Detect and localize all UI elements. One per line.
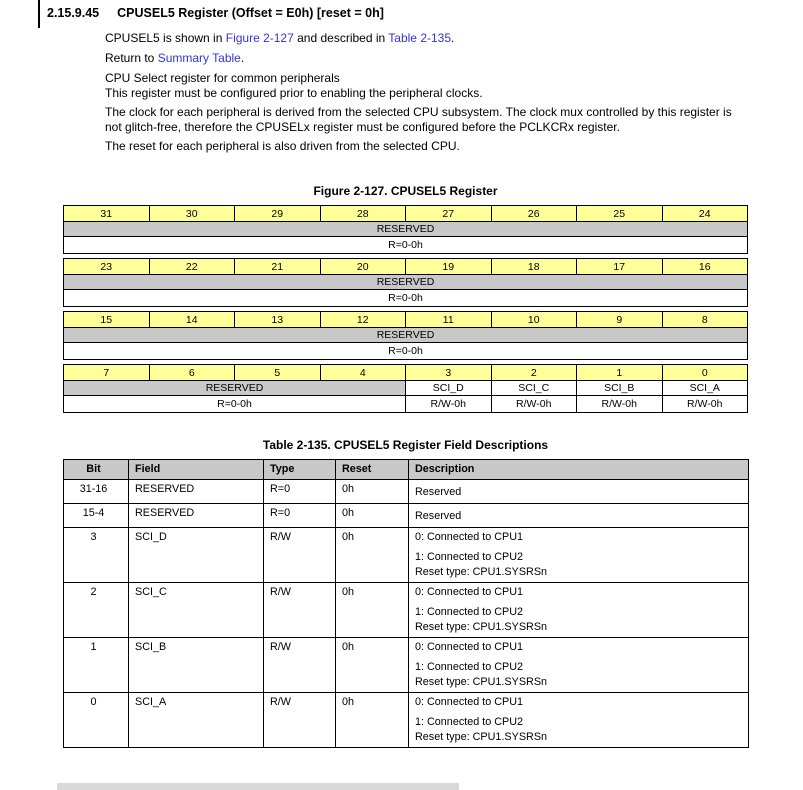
type-cell: R/W	[264, 528, 336, 583]
field-cell: RESERVED	[129, 480, 264, 504]
description-line: 0: Connected to CPU1	[415, 641, 524, 653]
bit-cell: 15-4	[64, 504, 129, 528]
paragraph: This register must be configured prior to enabling the peripheral clocks.	[105, 86, 483, 100]
field-descriptions-section	[63, 438, 748, 748]
bit-number-cell: 29	[235, 206, 321, 222]
description-cell	[409, 583, 749, 638]
description-line: 0: Connected to CPU1	[415, 531, 524, 543]
access-type-cell: R/W-0h	[406, 396, 492, 413]
reset-cell: 0h	[336, 693, 409, 748]
type-cell: R=0	[264, 504, 336, 528]
intro-text-end: .	[451, 31, 455, 45]
return-text-end: .	[240, 51, 245, 65]
reset-cell: 0h	[336, 480, 409, 504]
column-header-bit: Bit	[64, 460, 129, 480]
bit-number-cell: 26	[491, 206, 577, 222]
reset-cell: 0h	[336, 528, 409, 583]
bit-number-cell: 15	[64, 312, 150, 328]
description-line: Reset type: CPU1.SYSRSn	[415, 566, 548, 578]
bit-number-cell: 22	[149, 259, 235, 275]
bit-number-cell: 19	[406, 259, 492, 275]
field-name-row	[64, 381, 748, 396]
table-row	[64, 583, 749, 638]
bit-number-cell: 0	[662, 365, 748, 381]
bit-number-cell: 6	[149, 365, 235, 381]
table-row	[64, 504, 749, 528]
description-cell	[409, 480, 749, 504]
bit-number-cell: 18	[491, 259, 577, 275]
field-name-row	[64, 328, 748, 343]
bit-number-cell: 16	[662, 259, 748, 275]
table-row	[64, 480, 749, 504]
figure-link[interactable]: Figure 2-127	[225, 31, 294, 45]
revision-change-bar	[38, 0, 40, 28]
register-figure-group	[63, 258, 748, 307]
bit-number-row	[64, 206, 748, 222]
table-row	[64, 528, 749, 583]
bit-number-cell: 30	[149, 206, 235, 222]
description-line: Reserved	[415, 486, 462, 498]
description-cell	[409, 638, 749, 693]
field-name-row	[64, 275, 748, 290]
access-type-row	[64, 290, 748, 307]
reset-cell: 0h	[336, 504, 409, 528]
bit-number-cell: 5	[235, 365, 321, 381]
intro-text-mid: and described in	[293, 31, 389, 45]
field-name-cell: SCI_B	[577, 381, 663, 396]
section-number: 2.15.9.45	[47, 6, 100, 20]
bit-cell: 3	[64, 528, 129, 583]
field-name-cell: RESERVED	[64, 222, 748, 237]
type-cell: R/W	[264, 638, 336, 693]
field-cell: SCI_D	[129, 528, 264, 583]
bit-cell: 2	[64, 583, 129, 638]
bit-number-cell: 13	[235, 312, 321, 328]
field-name-cell: RESERVED	[64, 275, 748, 290]
field-name-cell: SCI_A	[662, 381, 748, 396]
bit-number-cell: 8	[662, 312, 748, 328]
field-name-cell: RESERVED	[64, 381, 406, 396]
field-descriptions-table	[63, 459, 749, 748]
bit-number-cell: 21	[235, 259, 321, 275]
type-cell: R=0	[264, 480, 336, 504]
intro-line-return	[105, 51, 735, 66]
description-line: Reset type: CPU1.SYSRSn	[415, 676, 548, 688]
bit-number-cell: 27	[406, 206, 492, 222]
column-header-field: Field	[129, 460, 264, 480]
paragraph: The clock for each peripheral is derived from the selected CPU subsystem. The clock mux controlled by this register is not glitch-free, therefore the CPUSELx register must be configured before the PCLKCRx register.	[105, 105, 732, 134]
next-section-edge	[57, 783, 459, 790]
type-cell: R/W	[264, 583, 336, 638]
bit-number-row	[64, 312, 748, 328]
bit-number-cell: 20	[320, 259, 406, 275]
table-row	[64, 638, 749, 693]
table-link[interactable]: Table 2-135	[388, 31, 452, 45]
description-line: Reset type: CPU1.SYSRSn	[415, 731, 548, 743]
register-figure-group	[63, 311, 748, 360]
field-cell: RESERVED	[129, 504, 264, 528]
bit-number-cell: 7	[64, 365, 150, 381]
return-text: Return to	[105, 51, 158, 65]
register-bit-groups	[63, 205, 748, 413]
bit-number-cell: 28	[320, 206, 406, 222]
bit-number-cell: 25	[577, 206, 663, 222]
paragraph: The reset for each peripheral is also driven from the selected CPU.	[105, 139, 460, 153]
intro-line-references	[105, 31, 735, 46]
reset-cell: 0h	[336, 583, 409, 638]
bit-number-cell: 2	[491, 365, 577, 381]
body-content	[105, 31, 735, 158]
field-name-cell: RESERVED	[64, 328, 748, 343]
description-cell	[409, 528, 749, 583]
description-line: 1: Connected to CPU2	[415, 716, 524, 728]
bit-number-cell: 10	[491, 312, 577, 328]
table-row	[64, 693, 749, 748]
summary-table-link[interactable]: Summary Table	[157, 51, 241, 65]
description-line: 1: Connected to CPU2	[415, 661, 524, 673]
bit-number-cell: 3	[406, 365, 492, 381]
table-header-row	[64, 460, 749, 480]
register-figure-group	[63, 205, 748, 254]
access-type-cell: R=0-0h	[64, 237, 748, 254]
bit-number-cell: 1	[577, 365, 663, 381]
access-type-row	[64, 237, 748, 254]
field-cell: SCI_A	[129, 693, 264, 748]
bit-number-cell: 24	[662, 206, 748, 222]
description-line: 1: Connected to CPU2	[415, 606, 524, 618]
bit-cell: 31-16	[64, 480, 129, 504]
section-heading	[47, 6, 384, 20]
paragraph: CPU Select register for common peripherals	[105, 71, 340, 85]
access-type-cell: R=0-0h	[64, 396, 406, 413]
description-line: 1: Connected to CPU2	[415, 551, 524, 563]
figure-title: Figure 2-127. CPUSEL5 Register	[313, 184, 498, 198]
access-type-row	[64, 396, 748, 413]
bit-number-row	[64, 365, 748, 381]
column-header-type: Type	[264, 460, 336, 480]
section-title: CPUSEL5 Register (Offset = E0h) [reset = 0h]	[117, 6, 384, 20]
bit-number-row	[64, 259, 748, 275]
bit-cell: 1	[64, 638, 129, 693]
access-type-cell: R/W-0h	[491, 396, 577, 413]
field-name-row	[64, 222, 748, 237]
bit-number-cell: 14	[149, 312, 235, 328]
column-header-reset: Reset	[336, 460, 409, 480]
bit-cell: 0	[64, 693, 129, 748]
field-name-cell: SCI_D	[406, 381, 492, 396]
column-header-description: Description	[409, 460, 749, 480]
bit-number-cell: 12	[320, 312, 406, 328]
register-figure	[63, 184, 748, 417]
description-paragraphs	[105, 71, 735, 154]
bit-number-cell: 31	[64, 206, 150, 222]
bit-number-cell: 17	[577, 259, 663, 275]
bit-number-cell: 11	[406, 312, 492, 328]
bit-number-cell: 23	[64, 259, 150, 275]
table-title: Table 2-135. CPUSEL5 Register Field Descriptions	[262, 438, 549, 452]
access-type-cell: R/W-0h	[662, 396, 748, 413]
access-type-cell: R=0-0h	[64, 290, 748, 307]
intro-text-pre: CPUSEL5 is shown in	[105, 31, 226, 45]
type-cell: R/W	[264, 693, 336, 748]
description-cell	[409, 504, 749, 528]
field-cell: SCI_C	[129, 583, 264, 638]
reset-cell: 0h	[336, 638, 409, 693]
description-line: 0: Connected to CPU1	[415, 586, 524, 598]
description-line: 0: Connected to CPU1	[415, 696, 524, 708]
bit-number-cell: 4	[320, 365, 406, 381]
description-line: Reserved	[415, 510, 462, 522]
access-type-cell: R=0-0h	[64, 343, 748, 360]
description-cell	[409, 693, 749, 748]
description-line: Reset type: CPU1.SYSRSn	[415, 621, 548, 633]
access-type-row	[64, 343, 748, 360]
field-cell: SCI_B	[129, 638, 264, 693]
field-name-cell: SCI_C	[491, 381, 577, 396]
register-figure-group	[63, 364, 748, 413]
bit-number-cell: 9	[577, 312, 663, 328]
access-type-cell: R/W-0h	[577, 396, 663, 413]
